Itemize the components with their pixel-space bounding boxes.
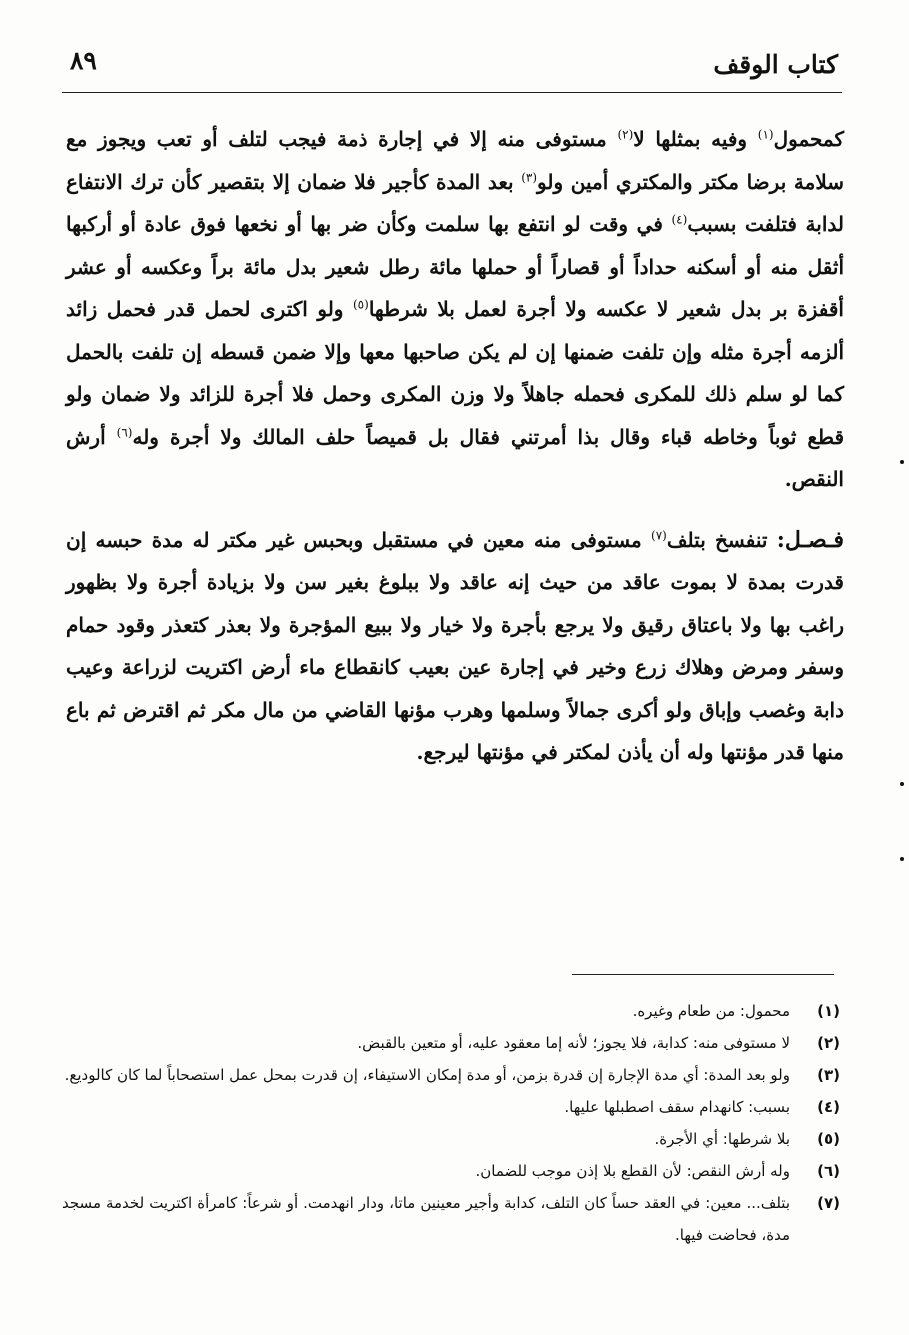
- footnote-ref-2[interactable]: (٢): [617, 127, 634, 142]
- footnote-ref-3[interactable]: (٣): [521, 169, 538, 184]
- footnote-number: (١): [817, 1002, 840, 1020]
- text-run: وفيه بمثلها لا: [633, 127, 758, 151]
- text-run: مستوفى منه معين في مستقبل وبحبس غير مكتر له مدة حبسه إن قدرت بمدة لا بموت عاقد من حيث إنه عاقد ولا ببلوغ بغير سن ولا بزيادة أجرة ولا بظهور راغب بها ولا باعتاق رقيق ولا يرجع بأجرة ولا خيار ولا ببيع المؤجرة ولا بعذر كتعذر وقود حمام وسفر ومرض وهلاك زرع وخير في إجارة عين بعيب كانقطاع ماء أرض اكتريت لزراعة وعيب دابة وغصب وإباق ولو أكرى جمالاً وسلمها وهرب مؤنها القاضي من مال مكر ثم اقترض ثم باع منها قدر مؤنتها وله أن يأذن لمكتر في مؤنتها ليرجع.: [66, 527, 844, 764]
- footnote-number: (٦): [817, 1162, 840, 1180]
- paragraph-2: [66, 519, 844, 774]
- footnote-number: (٥): [817, 1130, 840, 1148]
- text-run: كمحمول: [773, 127, 844, 151]
- page-header: [62, 40, 842, 93]
- scan-mark: [900, 782, 904, 786]
- footnote-item: [62, 1187, 840, 1251]
- footnotes: [62, 995, 840, 1251]
- footnote-number: (٧): [817, 1194, 840, 1212]
- running-title: كتاب الوقف: [713, 50, 838, 79]
- footnote-number: (٤): [817, 1098, 840, 1116]
- main-text: [66, 118, 844, 774]
- scan-mark: [900, 460, 904, 464]
- footnote-text: محمول: من طعام وغيره.: [632, 1002, 790, 1020]
- footnote-number: (٢): [817, 1034, 840, 1052]
- footnote-text: وله أرش النقص: لأن القطع بلا إذن موجب للضمان.: [475, 1162, 790, 1180]
- footnote-text: ولو بعد المدة: أي مدة الإجارة إن قدرة بزمن، أو مدة إمكان الاستيفاء، إن قدرت بمحل عمل استصحاباً لما كان كالوديع.: [64, 1066, 790, 1084]
- text-run: مستوفى منه إلا في إجارة ذمة فيجب لتلف أو تعب ويجوز مع سلامة برضا مكتر والمكتري أمين ولو: [66, 127, 845, 194]
- footnote-text: بتلف... معين: في العقد حساً كان التلف، كدابة وأجير معينين ماتا، ودار انهدمت. أو شرعاً: كامرأة اكتريت لخدمة مسجد مدة، فحاضت فيها.: [62, 1194, 790, 1244]
- footnote-text: بسبب: كانهدام سقف اصطبلها عليها.: [564, 1098, 790, 1116]
- footnote-item: [62, 1155, 840, 1187]
- footnote-text: لا مستوفى منه: كدابة، فلا يجوز؛ لأنه إما معقود عليه، أو متعين بالقبض.: [357, 1034, 790, 1052]
- footnote-ref-7[interactable]: (٧): [651, 527, 667, 542]
- footnote-item: [62, 1123, 840, 1155]
- footnote-ref-5[interactable]: (٥): [352, 297, 369, 312]
- footnote-ref-4[interactable]: (٤): [671, 212, 688, 227]
- footnote-item: [62, 995, 840, 1027]
- paragraph-1: [66, 118, 844, 501]
- footnote-item: [62, 1027, 840, 1059]
- text-run: في وقت لو انتفع بها سلمت وكأن ضر بها أو نخعها فوق عادة أو أركبها أثقل منه أو أسكنه حداداً أو قصاراً أو حملها مائة رطل شعير بدل مائة براً وعكسه أو عشر أقفزة بر بدل شعير لا عكسه ولا أجرة لعمل بلا شرطها: [66, 212, 844, 321]
- footnote-item: [62, 1059, 840, 1091]
- text-run: بعد المدة كأجير فلا ضمان إلا بتقصير كأن ترك الانتفاع لدابة فتلفت بسبب: [66, 169, 844, 236]
- footnote-item: [62, 1091, 840, 1123]
- footnote-ref-1[interactable]: (١): [757, 127, 774, 142]
- footnote-separator: [572, 974, 834, 975]
- footnote-text: بلا شرطها: أي الأجرة.: [654, 1130, 790, 1148]
- text-run: أرش النقص.: [66, 424, 844, 491]
- text-run: تنفسخ بتلف: [666, 527, 777, 552]
- page-number: ٨٩: [70, 46, 97, 75]
- text-run: ولو اكترى لحمل قدر فحمل زائد ألزمه أجرة مثله وإن تلفت ضمنها إن لم يكن صاحبها معها وإلا ضمن قسطه إن تلفت بالحمل كما لو سلم ذلك للمكرى فحمله جاهلاً ولا وزن المكرى وحمل فلا أجرة للزائد ولا ضمان ولو قطع ثوباً وخاطه قباء وقال بذا أمرتني فقال بل قميصاً حلف المالك ولا أجرة وله: [66, 297, 845, 449]
- footnote-number: (٣): [817, 1066, 840, 1084]
- scan-mark: [900, 857, 904, 861]
- footnote-ref-6[interactable]: (٦): [116, 424, 133, 439]
- section-label: فـصـل:: [776, 526, 845, 553]
